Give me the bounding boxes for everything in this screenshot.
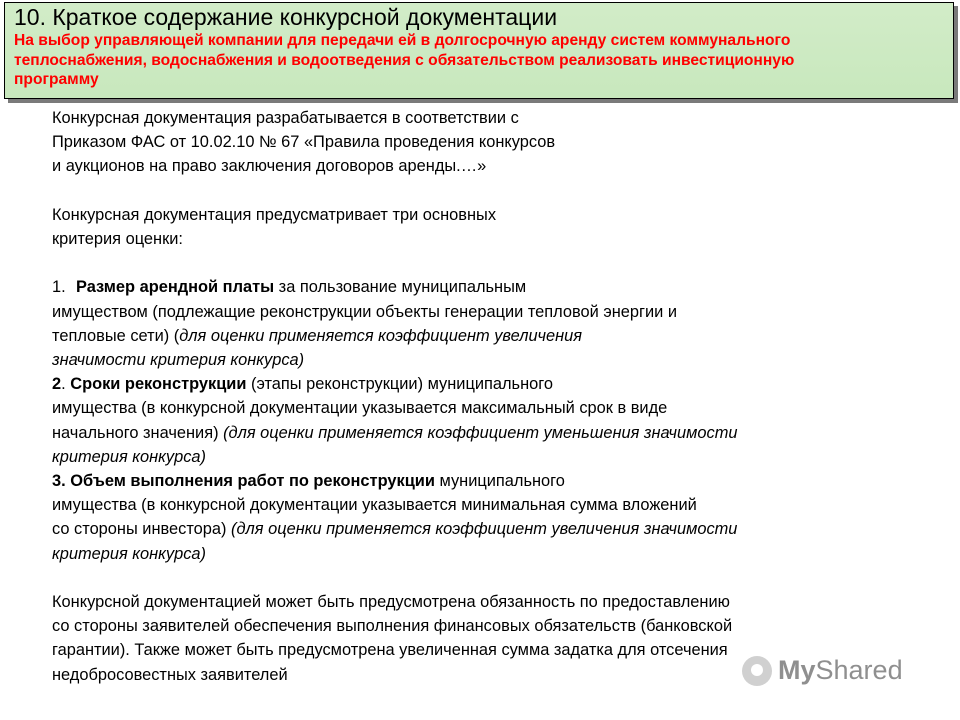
watermark-text-my: My [778, 655, 816, 685]
intro-line: и аукционов на право заключения договоров аренды.…» [52, 157, 487, 176]
subtitle-line: На выбор управляющей компании для передачи ей в долгосрочную аренду систем коммунального [14, 32, 791, 49]
slide-subtitle [14, 31, 945, 90]
closing-line: недобросовестных заявителей [52, 665, 288, 684]
watermark-text [778, 655, 903, 686]
criterion-2-line [52, 445, 932, 469]
criteria-intro-line: критерия оценки: [52, 230, 183, 248]
criterion-1-text: тепловые сети) ( [52, 326, 180, 345]
criteria-intro-line: Конкурсная документация предусматривает три основных [52, 205, 497, 224]
criterion-3-text: муниципального [434, 472, 565, 491]
slide-title: 10. Краткое содержание конкурсной документации [14, 4, 558, 30]
criterion-3-text: со стороны инвестора) [52, 520, 232, 539]
criterion-3-note: (для оценки применяется коэффициент увеличения значимости [231, 520, 738, 539]
spacer [52, 251, 932, 275]
criterion-2-separator: . [61, 375, 71, 394]
criterion-1-note: значимости критерия конкурса) [52, 351, 305, 369]
criterion-3-note: критерия конкурса) [52, 544, 206, 563]
criterion-1-line: имуществом (подлежащие реконструкции объекты генерации тепловой энергии и [52, 302, 678, 321]
criterion-2-text: (этапы реконструкции) муниципального [246, 375, 553, 394]
intro-line: Конкурсная документация разрабатывается в соответствии с [52, 109, 519, 127]
criterion-2-note: (для оценки применяется коэффициент уменьшения значимости [223, 423, 738, 442]
subtitle-line: программу [14, 71, 99, 88]
intro-line: Приказом ФАС от 10.02.10 № 67 «Правила проведения конкурсов [52, 133, 556, 152]
criterion-1-number: 1. [52, 278, 66, 297]
criterion-2-line: имущества (в конкурсной документации указывается максимальный срок в виде [52, 399, 668, 418]
criterion-2-line [52, 421, 932, 445]
subtitle-line: теплоснабжения, водоснабжения и водоотведения с обязательством реализовать инвестиционную [14, 51, 795, 69]
criterion-2-number: 2 [52, 375, 62, 394]
closing-line: со стороны заявителей обеспечения выполнения финансовых обязательств (банковской [52, 617, 733, 636]
criterion-1-heading [52, 275, 932, 299]
watermark [742, 655, 903, 686]
criterion-3-line [52, 517, 932, 541]
closing-line: гарантии). Также может быть предусмотрена увеличенная сумма задатка для отсечения [52, 641, 728, 660]
criterion-1-note: для оценки применяется коэффициент увеличения [179, 326, 583, 345]
criterion-2-heading [52, 372, 932, 396]
criterion-2-title: Сроки реконструкции [70, 375, 247, 394]
slide-body [52, 106, 932, 687]
spacer [52, 566, 932, 590]
criterion-3-line [52, 542, 932, 566]
criterion-1-text: за пользование муниципальным [274, 278, 527, 297]
closing-line: Конкурсной документацией может быть предусмотрена обязанность по предоставлению [52, 593, 730, 612]
criterion-2-text: начального значения) [52, 423, 224, 442]
criterion-1-line [52, 348, 932, 372]
criterion-1-title: Размер арендной платы [76, 278, 275, 297]
slide-header [4, 2, 954, 99]
criterion-3-heading [52, 469, 932, 493]
myshared-logo-icon [742, 656, 772, 686]
spacer [52, 179, 932, 203]
watermark-text-rest: Shared [815, 655, 903, 685]
criterion-1-line [52, 324, 932, 348]
criterion-3-title: 3. Объем выполнения работ по реконструкции [52, 472, 435, 491]
criterion-3-line: имущества (в конкурсной документации указывается минимальная сумма вложений [52, 496, 697, 515]
criterion-2-note: критерия конкурса) [52, 447, 206, 466]
